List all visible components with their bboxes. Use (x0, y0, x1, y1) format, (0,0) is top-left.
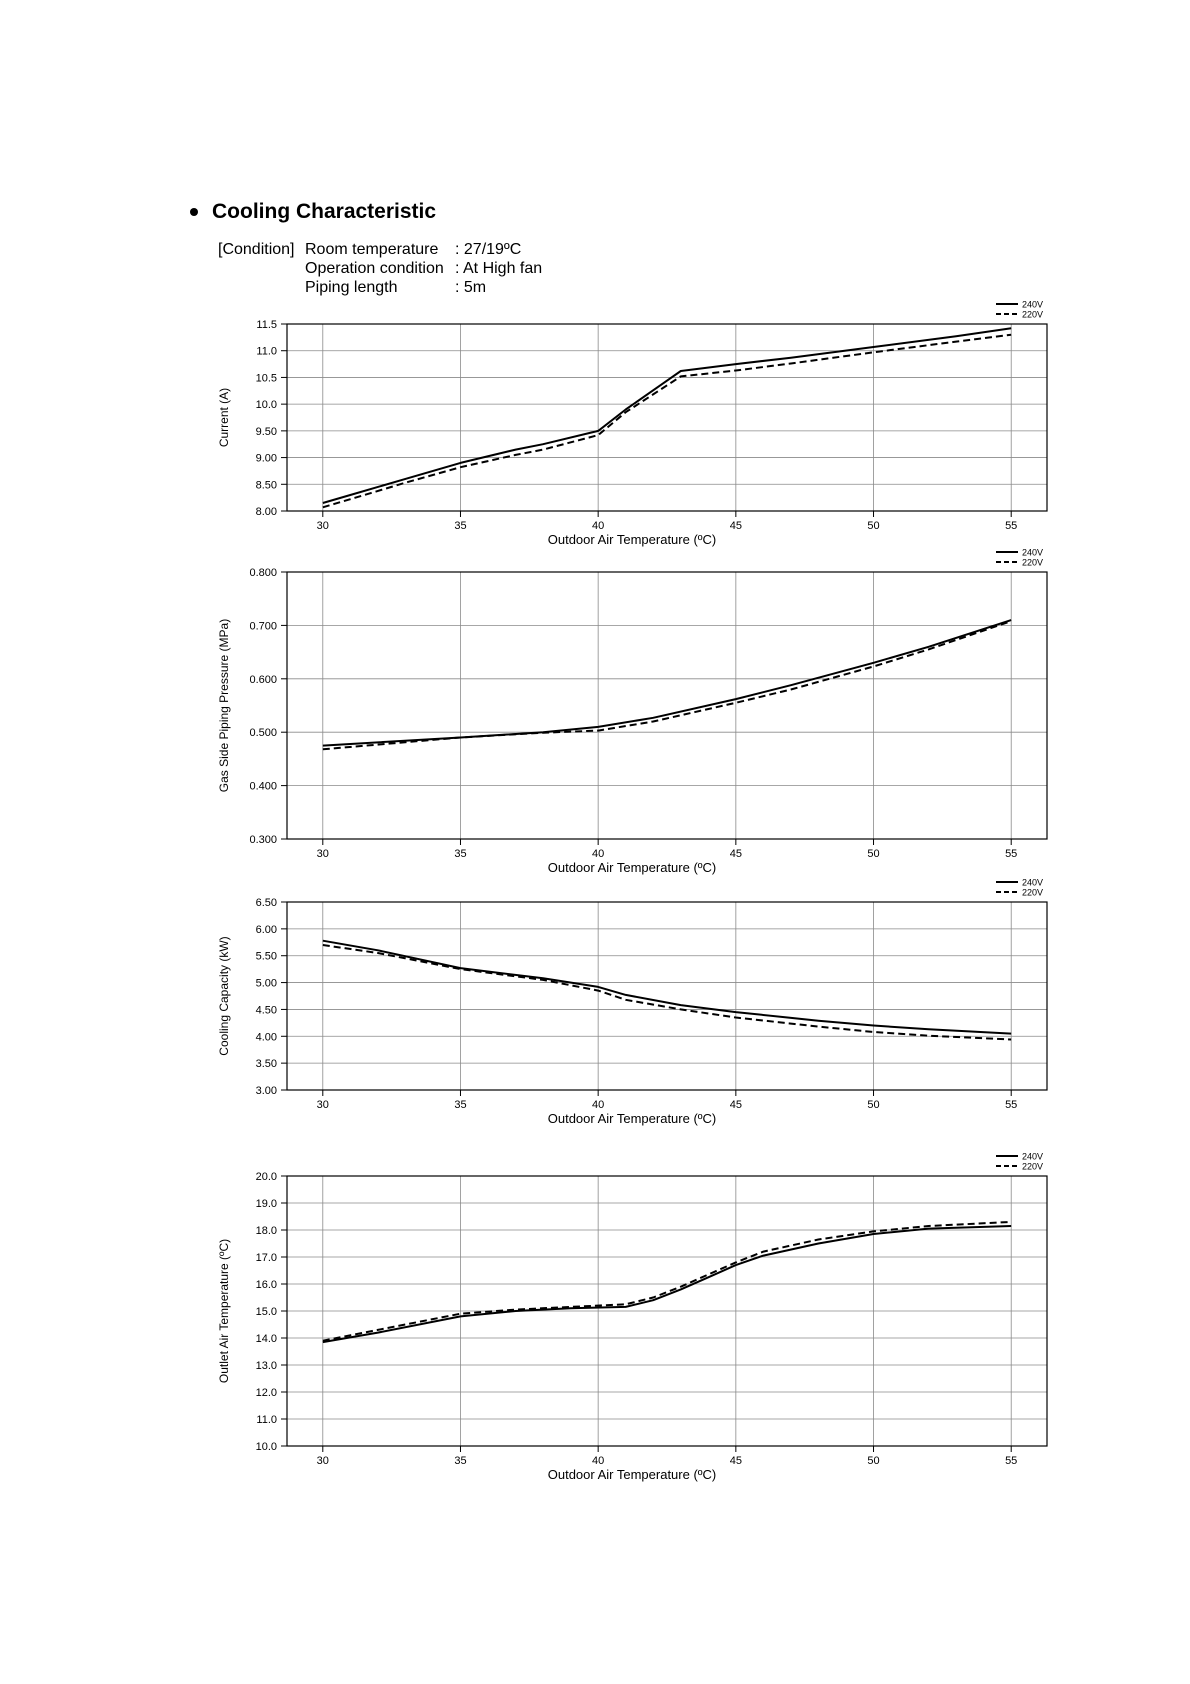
y-tick-label: 5.50 (255, 950, 277, 963)
condition-tag: [Condition] (218, 241, 295, 258)
x-axis-label: Outdoor Air Temperature (ºC) (547, 1467, 717, 1482)
bullet-icon (190, 208, 198, 216)
legend-label: 220V (1022, 887, 1044, 898)
y-tick-label: 4.00 (255, 1031, 277, 1044)
legend-label: 220V (1022, 309, 1044, 320)
y-tick-label: 17.0 (255, 1252, 277, 1264)
y-tick-label: 4.50 (255, 1004, 277, 1017)
y-tick-label: 3.50 (255, 1058, 277, 1071)
x-tick-label: 45 (729, 520, 742, 532)
legend-label: 240V (1022, 877, 1044, 888)
condition-key: Room temperature (305, 241, 439, 258)
x-tick-label: 30 (316, 848, 329, 860)
y-tick-label: 20.0 (255, 1171, 277, 1183)
legend-label: 240V (1022, 547, 1044, 558)
condition-key: Piping length (305, 279, 398, 296)
section-heading (190, 200, 436, 224)
y-tick-label: 9.00 (255, 452, 277, 465)
x-tick-label: 40 (592, 848, 605, 860)
legend-label: 240V (1022, 299, 1044, 310)
series-line-240v (323, 620, 1011, 746)
x-axis-label: Outdoor Air Temperature (ºC) (547, 1111, 717, 1126)
y-axis-label: Gas Side Piping Pressure (MPa) (217, 618, 231, 793)
y-tick-label: 10.0 (255, 1441, 277, 1453)
y-tick-label: 6.50 (255, 897, 277, 909)
condition-value: : 5m (455, 279, 487, 296)
y-tick-label: 3.00 (255, 1085, 277, 1097)
x-tick-label: 50 (867, 1099, 880, 1111)
y-tick-label: 14.0 (255, 1333, 277, 1345)
x-tick-label: 50 (867, 848, 880, 860)
x-tick-label: 30 (316, 1099, 329, 1111)
x-tick-label: 40 (592, 1455, 605, 1467)
gas-pressure-chart (0, 547, 1190, 875)
x-tick-label: 35 (454, 1455, 467, 1467)
y-tick-label: 18.0 (255, 1225, 277, 1237)
x-tick-label: 45 (729, 1455, 742, 1467)
y-tick-label: 19.0 (255, 1198, 277, 1210)
y-tick-label: 0.300 (249, 834, 277, 846)
x-tick-label: 45 (729, 1099, 742, 1111)
y-tick-label: 5.00 (255, 977, 277, 990)
x-tick-label: 55 (1005, 1099, 1018, 1111)
legend-label: 240V (1022, 1151, 1044, 1162)
x-tick-label: 35 (454, 1099, 467, 1111)
x-tick-label: 30 (316, 1455, 329, 1467)
y-tick-label: 6.00 (255, 923, 277, 936)
y-tick-label: 0.700 (249, 620, 277, 633)
series-line-240v (323, 328, 1011, 503)
x-tick-label: 55 (1005, 1455, 1018, 1467)
y-tick-label: 8.50 (255, 479, 277, 492)
cooling-capacity-chart (0, 878, 1190, 1138)
condition-key: Operation condition (305, 260, 444, 277)
y-tick-label: 0.400 (249, 780, 277, 793)
series-line-220v (323, 335, 1011, 508)
condition-value: : At High fan (455, 260, 543, 277)
condition-value: : 27/19ºC (455, 241, 522, 258)
x-tick-label: 50 (867, 1455, 880, 1467)
plot-frame (287, 572, 1047, 839)
y-tick-label: 8.00 (255, 506, 277, 518)
y-tick-label: 9.50 (255, 425, 277, 438)
y-axis-label: Outlet Air Temperature (ºC) (217, 1238, 231, 1384)
page-title: Cooling Characteristic (212, 200, 437, 223)
plot-frame (287, 324, 1047, 511)
y-tick-label: 15.0 (255, 1306, 277, 1318)
y-axis-label: Cooling Capacity (kW) (217, 936, 231, 1056)
x-tick-label: 50 (867, 520, 880, 532)
y-tick-label: 12.0 (255, 1387, 277, 1399)
x-axis-label: Outdoor Air Temperature (ºC) (547, 532, 717, 547)
y-tick-label: 0.500 (249, 727, 277, 740)
y-tick-label: 10.5 (255, 372, 277, 385)
x-tick-label: 35 (454, 520, 467, 532)
x-tick-label: 45 (729, 848, 742, 860)
series-line-220v (323, 945, 1011, 1040)
x-tick-label: 35 (454, 848, 467, 860)
y-tick-label: 0.600 (249, 673, 277, 686)
legend-label: 220V (1022, 1161, 1044, 1172)
y-tick-label: 11.0 (256, 1414, 277, 1426)
y-tick-label: 11.5 (256, 319, 277, 331)
series-line-240v (323, 941, 1011, 1034)
y-tick-label: 11.0 (256, 345, 277, 358)
x-tick-label: 55 (1005, 520, 1018, 532)
legend-label: 220V (1022, 557, 1044, 568)
plot-frame (287, 902, 1047, 1090)
y-tick-label: 10.0 (255, 399, 277, 412)
outlet-air-temp-chart (0, 1152, 1190, 1492)
y-tick-label: 13.0 (255, 1360, 277, 1372)
x-tick-label: 40 (592, 1099, 605, 1111)
y-axis-label: Current (A) (217, 387, 231, 448)
series-line-220v (323, 621, 1011, 749)
x-tick-label: 55 (1005, 848, 1018, 860)
x-axis-label: Outdoor Air Temperature (ºC) (547, 860, 717, 875)
y-tick-label: 0.800 (249, 567, 277, 579)
y-tick-label: 16.0 (255, 1279, 277, 1291)
current-chart (0, 300, 1190, 560)
x-tick-label: 30 (316, 520, 329, 532)
x-tick-label: 40 (592, 520, 605, 532)
